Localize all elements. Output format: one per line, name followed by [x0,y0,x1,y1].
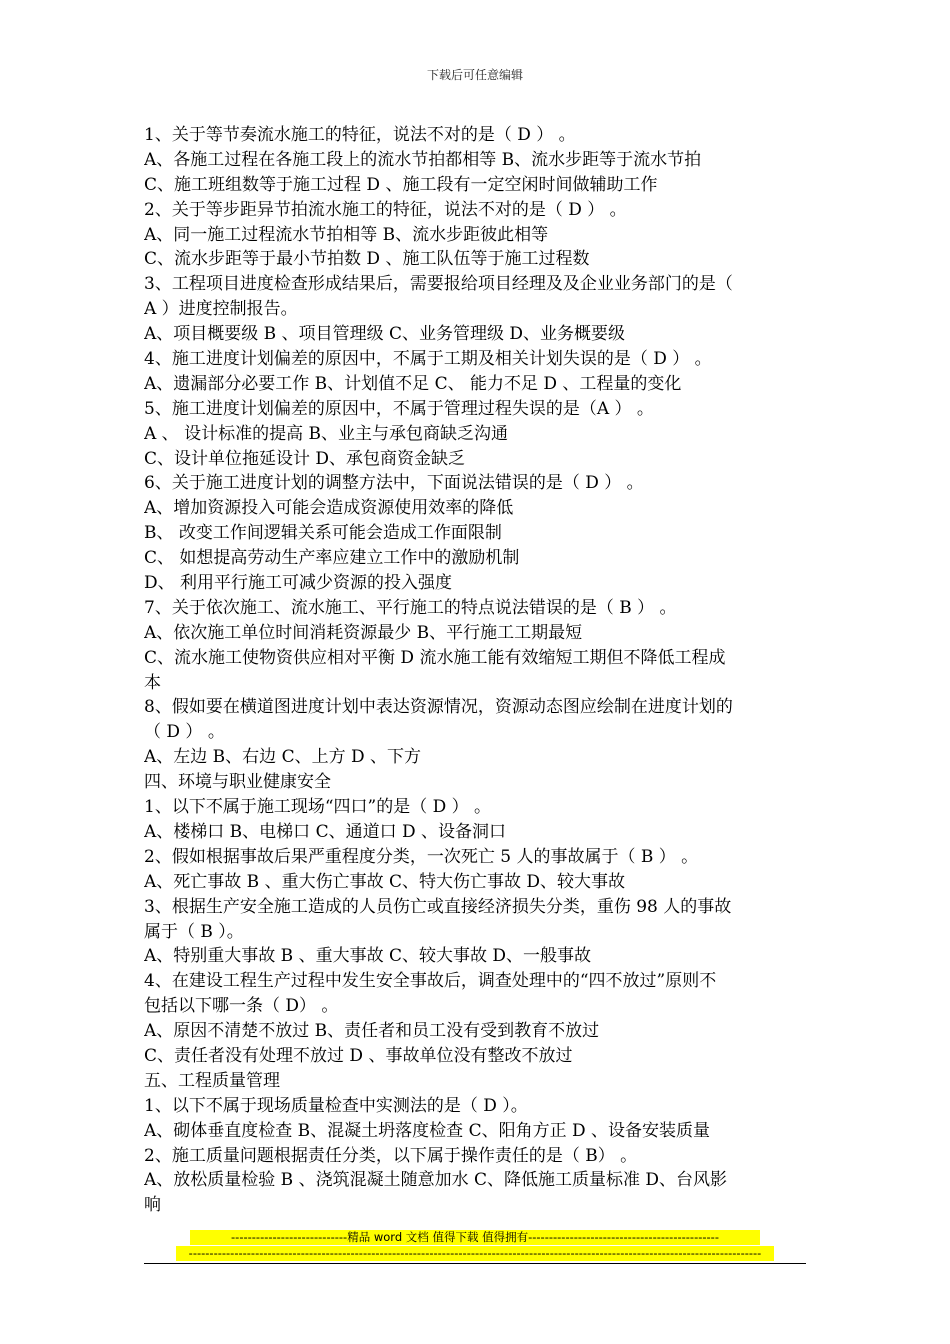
text-line: C、施工班组数等于施工过程 D 、施工段有一定空闲时间做辅助工作 [144,174,658,195]
text-line: C、流水施工使物资供应相对平衡 D 流水施工能有效缩短工期但不降低工程成 [144,647,726,668]
text-line: 1、关于等节奏流水施工的特征，说法不对的是（ D ） 。 [144,125,576,145]
text-line: 五、工程质量管理 [144,1070,280,1091]
document-body [144,123,806,1218]
text-line: A、左边 B、右边 C、上方 D 、下方 [144,747,422,768]
text-line: 3、根据生产安全施工造成的人员伤亡或直接经济损失分类，重伤 98 人的事故 [144,896,732,917]
text-line: A、楼梯口 B、电梯口 C、通道口 D 、设备洞口 [144,821,507,842]
text-line: 5、施工进度计划偏差的原因中，不属于管理过程失误的是（A ） 。 [144,398,654,419]
text-line: A、特别重大事故 B 、重大事故 C、较大事故 D、一般事故 [144,946,592,967]
text-line: A、放松质量检验 B 、浇筑混凝土随意加水 C、降低施工质量标准 D、台风影 [144,1170,728,1191]
text-line: 2、假如根据事故后果严重程度分类，一次死亡 5 人的事故属于（ B ） 。 [144,846,699,867]
footer-banner: ----------------------------精品 word 文档 值得下载 值得拥有---------------------------------------------- [190,1230,760,1245]
text-line: 6、关于施工进度计划的调整方法中，下面说法错误的是（ D ） 。 [144,473,644,494]
text-line: A ）进度控制报告。 [144,299,298,320]
text-line: C、设计单位拖延设计 D、承包商资金缺乏 [144,448,466,469]
text-line: A、同一施工过程流水节拍相等 B、流水步距彼此相等 [144,224,549,245]
text-line: A、项目概要级 B 、项目管理级 C、业务管理级 D、业务概要级 [144,324,626,345]
text-line: A、死亡事故 B 、重大伤亡事故 C、特大伤亡事故 D、较大事故 [144,871,626,892]
page-header: 下载后可任意编辑 [426,68,523,82]
text-line: （ D ） 。 [144,722,225,743]
text-line: 四、环境与职业健康安全 [144,772,331,793]
text-line: 2、关于等步距异节拍流水施工的特征，说法不对的是（ D ） 。 [144,199,627,220]
text-line: B、 改变工作间逻辑关系可能会造成工作面限制 [144,523,502,544]
text-line: 2、施工质量问题根据责任分类，以下属于操作责任的是（ B） 。 [144,1145,638,1166]
text-line: 7、关于依次施工、流水施工、平行施工的特点说法错误的是（ B ） 。 [144,597,677,618]
text-line: A、增加资源投入可能会造成资源使用效率的降低 [144,498,514,519]
text-line: 包括以下哪一条（ D） 。 [144,996,339,1017]
text-line: C、流水步距等于最小节拍数 D 、施工队伍等于施工过程数 [144,249,590,270]
text-line: D、 利用平行施工可减少资源的投入强度 [144,573,453,594]
text-line: A、砌体垂直度检查 B、混凝土坍落度检查 C、阳角方正 D 、设备安装质量 [144,1120,711,1141]
text-line: 本 [144,672,161,693]
text-line: 8、假如要在横道图进度计划中表达资源情况，资源动态图应绘制在进度计划的 [144,697,733,718]
text-line: C、 如想提高劳动生产率应建立工作中的激励机制 [144,548,520,569]
text-line: A、依次施工单位时间消耗资源最少 B、平行施工工期最短 [144,622,583,643]
text-line: A、遗漏部分必要工作 B、计划值不足 C、 能力不足 D 、工程量的变化 [144,373,682,394]
text-line: 1、以下不属于施工现场“四口”的是（ D ） 。 [144,797,492,818]
footer-dash-line: ------------------------------------------------------------------------------------------------------------------------------------------ [176,1246,774,1261]
text-line: A、原因不清楚不放过 B、责任者和员工没有受到教育不放过 [144,1021,600,1042]
text-line: A、各施工过程在各施工段上的流水节拍都相等 B、流水步距等于流水节拍 [144,149,702,170]
text-line: A 、 设计标准的提高 B、业主与承包商缺乏沟通 [144,423,508,444]
text-line: 1、以下不属于现场质量检查中实测法的是（ D ）。 [144,1095,528,1116]
footer-rule [144,1263,806,1264]
text-line: C、责任者没有处理不放过 D 、事故单位没有整改不放过 [144,1045,573,1066]
text-line: 响 [144,1195,161,1216]
text-line: 3、工程项目进度检查形成结果后，需要报给项目经理及及企业业务部门的是（ [144,274,733,295]
text-line: 4、施工进度计划偏差的原因中，不属于工期及相关计划失误的是（ D ） 。 [144,349,712,370]
text-line: 属于（ B ）。 [144,921,244,942]
text-line: 4、在建设工程生产过程中发生安全事故后，调查处理中的“四不放过”原则不 [144,971,717,992]
